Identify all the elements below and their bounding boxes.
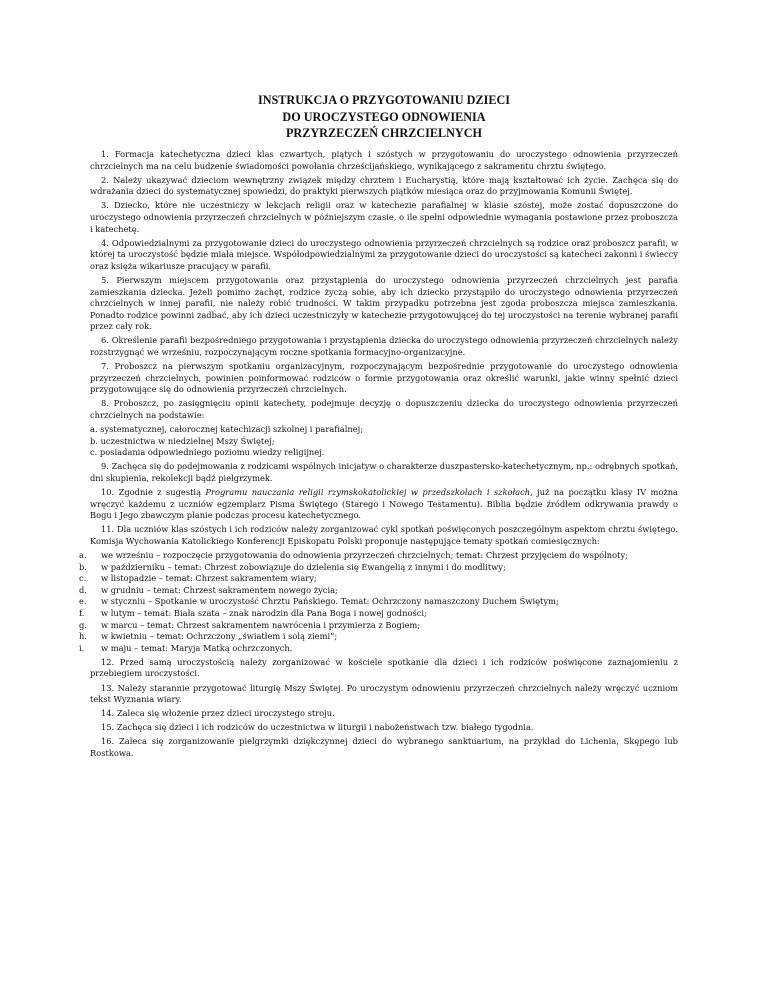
list-marker: i. [79,642,85,653]
paragraph-1: 1. Formacja katechetyczna dzieci klas czwartych, piątych i szóstych w przygotowaniu do uroczystego odnowienia przyrzeczeń chrzcielnych ma na celu budzenie świadomości powołania chrześcijańskiego, wynikającego z sakramentu chrztu świętego. [90,149,678,171]
paragraph-9: 9. Zachęca się do podejmowania z rodzicami wspólnych inicjatyw o charakterze duszpastersko-katechetycznym, np.: odrębnych spotkań, dni skupienia, rekolekcji bądź pielgrzymek. [90,461,678,483]
meeting-topic-text: w kwietniu – temat: Ochrzczony „światłem i solą ziemi”; [101,631,338,642]
title-line-1: INSTRUKCJA O PRZYGOTOWANIU DZIECI [257,93,511,107]
meeting-topic-text: we wrześniu – rozpoczęcie przygotowania do odnowienia przyrzeczeń chrzcielnych; temat: Chrzest przyjęciem do wspólnoty; [101,550,628,560]
meeting-topic-text: w listopadzie – temat: Chrzest sakramentem wiary; [101,573,317,584]
paragraph-2: 2. Należy ukazywać dzieciom wewnętrzny związek między chrztem i Eucharystią, które mają kształtować ich życie. Zachęca się do wdrażania dzieci do systematycznej spowiedzi, do praktyki pierwszych piątków miesiąca oraz do przyjmowania Komunii Świętej. [90,174,678,197]
list-marker: c. [79,573,87,584]
paragraph-3: 3. Dziecko, które nie uczestniczy w lekcjach religii oraz w katechezie parafialnej w klasie szóstej, może zostać dopuszczone do uroczystego odnowienia przyrzeczeń chrzcielnych w późniejszym czasie, o ile spełni odpowiednie wymagania postawione przez proboszcza i katechetę. [90,200,678,234]
criteria-list [90,424,678,459]
paragraph-7: 7. Proboszcz na pierwszym spotkaniu organizacyjnym, rozpoczynającym bezpośrednie przygotowanie do uroczystego odnowienia przyrzeczeń chrzcielnych, powinien poinformować rodziców o formie przygotowania oraz określić warunki, jakie winny spełnić dzieci przygotowujące się do odnowienia przyrzeczeń chrzcielnych. [90,361,678,395]
paragraph-6: 6. Określenie parafii bezpośredniego przygotowania i przystąpienia dziecka do uroczystego odnowienia przyrzeczeń chrzcielnych należy rozstrzygnąć we wrześniu, rozpoczynającym roczne spotkania formacyjno-organizacyjne. [90,335,678,357]
meeting-topic-item [79,584,678,597]
paragraph-15: 15. Zachęca się dzieci i ich rodziców do uczestnictwa w liturgii i nabożeństwach tzw. białego tygodnia. [101,722,534,733]
meeting-topic-item [79,631,678,643]
meeting-topic-item [79,573,678,585]
program-title: Programu nauczania religii rzymskokatolickiej w przedszkolach i szkołach [205,487,531,498]
paragraph-10-start: 10. Zgodnie z sugestią [101,487,206,498]
meeting-topic-text: w grudniu – temat: Chrzest sakramentem nowego życia; [101,584,338,595]
meeting-topic-text: w styczniu – Spotkanie w uroczystość Chrztu Pańskiego. Temat: Ochrzczony namaszczony Duchem Świętym; [101,596,559,607]
paragraph-4: 4. Odpowiedzialnymi za przygotowanie dzieci do uroczystego odnowienia przyrzeczeń chrzcielnych są rodzice oraz proboszcz parafii, w której ta uroczystość będzie miała miejsce. Współodpowiedzialnymi za przygotowanie dzieci do uroczystości są katecheci zakonni i świeccy oraz księża wikariusze pracujący w parafii. [90,237,678,271]
document-body [79,149,678,760]
document-title [0,92,768,142]
meeting-topics-list [79,550,678,654]
paragraph-10 [90,487,678,522]
meeting-topic-text: w marcu – temat: Chrzest sakramentem nawrócenia i przymierza z Bogiem; [101,619,421,630]
paragraph-5: 5. Pierwszym miejscem przygotowania oraz przystąpienia do uroczystego odnowienia przyrzeczeń chrzcielnych jest parafia zamieszkania dziecka. Jeżeli pomimo zachęt, rodzice życzą sobie, aby ich dziecko przystąpiło do uroczystego odnowienia przyrzeczeń chrzcielnych w innej parafii, nie należy robić trudności. W takim przypadku potrzebna jest zgoda proboszcza miejsca zamieszkania. Ponadto rodzice powinni zadbać, aby ich dzieci uczestniczyły w katechezie przygotowującej do tej uroczystości na terenie wybranej parafii przez cały rok. [90,274,678,332]
paragraph-12: 12. Przed samą uroczystością należy zorganizować w kościele spotkanie dla dzieci i ich rodziców poświęcone zaznajomieniu z przebiegiem uroczystości. [90,656,678,679]
title-line-3: PRZYRZECZEŃ CHRZCIELNYCH [285,126,483,140]
list-marker: a. [79,550,87,560]
criteria-item: c. posiadania odpowiedniego poziomu wiedzy religijnej. [90,447,325,458]
meeting-topic-item [79,619,678,632]
paragraph-8: 8. Proboszcz, po zasięgnięciu opinii katechety, podejmuje decyzję o dopuszczeniu dziecka do uroczystego odnowienia przyrzeczeń chrzcielnych na podstawie: [90,398,678,420]
paragraph-16: 16. Zaleca się zorganizowanie pielgrzymki dziękczynnej dzieci do wybranego sanktuarium, na przykład do Lichenia, Skępego lub Rostkowa. [90,736,678,758]
meeting-topic-item [79,642,678,655]
paragraph-10-end: , już na początku klasy IV można wręczyć każdemu z uczniów egzemplarz Pisma Świętego (Starego i Nowego Testamentu). Biblia będzie źródłem odkrywania prawdy o Bogu i Jego zbawczym planie podczas procesu katechetycznego. [90,487,678,521]
title-line-2: DO UROCZYSTEGO ODNOWIENIA [282,109,486,124]
criteria-item: a. systematycznej, całorocznej katechizacji szkolnej i parafialnej; [90,424,364,435]
list-marker: d. [79,584,87,595]
meeting-topic-text: w maju – temat: Maryja Matką ochrzczonych. [101,642,293,653]
list-marker: h. [79,631,87,642]
meeting-topic-item [79,561,678,574]
meeting-topic-item [79,596,678,608]
meeting-topic-item [79,607,678,620]
list-marker: b. [79,561,87,572]
meeting-topic-item [79,550,678,562]
list-marker: f. [79,607,85,618]
paragraph-13: 13. Należy starannie przygotować liturgię Mszy Świętej. Po uroczystym odnowieniu przyrzeczeń chrzcielnych należy wręczyć uczniom tekst Wyznania wiary. [90,682,678,705]
meeting-topic-text: w październiku – temat: Chrzest zobowiązuje do dzielenia się Ewangelią z innymi i do modlitwy; [101,561,506,572]
paragraph-14: 14. Zaleca się włożenie przez dzieci uroczystego stroju. [101,708,335,719]
criteria-item: b. uczestnictwa w niedzielnej Mszy Świętej; [90,435,275,446]
list-marker: g. [79,619,87,630]
list-marker: e. [79,596,87,607]
paragraph-11: 11. Dla uczniów klas szóstych i ich rodziców należy zorganizować cykl spotkań poświęconych poszczególnym aspektom chrztu świętego. Komisja Wychowania Katolickiego Konferencji Episkopatu Polski proponuje następujące tematy spotkań comiesięcznych: [90,524,678,546]
meeting-topic-text: w lutym – temat: Biała szata – znak narodzin dla Pana Boga i nowej godności; [101,607,427,618]
